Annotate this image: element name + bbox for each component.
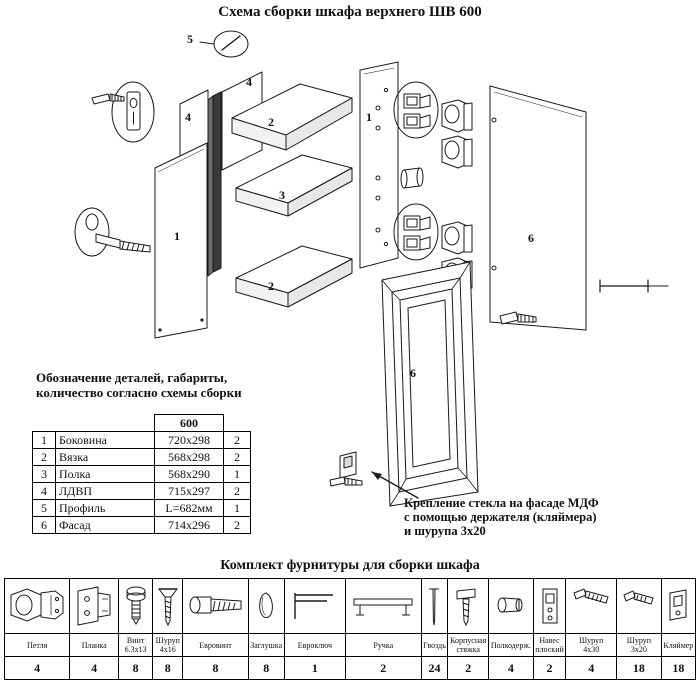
part-num: 6 <box>33 517 56 534</box>
side-panel-1-right <box>360 62 398 268</box>
hardware-name: Шуруп 4х16 <box>153 634 183 657</box>
hardware-qty: 24 <box>421 657 448 680</box>
hardware-qty: 18 <box>661 657 695 680</box>
parts-table-header-row <box>33 415 251 432</box>
hardware-cell-cam-screw <box>119 579 153 634</box>
hardware-name: Гвоздь <box>421 634 448 657</box>
hardware-name: Навес плоский <box>533 634 566 657</box>
hardware-qty: 4 <box>5 657 70 680</box>
hardware-cell-body-tie <box>448 579 489 634</box>
hinge-assembly-1 <box>442 100 472 132</box>
drawing-label: 1 <box>174 229 180 243</box>
hardware-qty: 4 <box>70 657 119 680</box>
glass-note-line3: и шурупа 3х20 <box>404 524 486 538</box>
hardware-name: Шуруп 3х20 <box>617 634 662 657</box>
parts-table-width-header: 600 <box>155 415 224 432</box>
hardware-name: Винт 6.3х13 <box>119 634 153 657</box>
hinge-cup-callout-bottom <box>394 204 438 260</box>
part-qty: 2 <box>224 517 251 534</box>
part-num: 2 <box>33 449 56 466</box>
part-qty: 1 <box>224 500 251 517</box>
mounting-plate-icon <box>72 581 116 629</box>
side-panel-1-left <box>155 143 207 338</box>
hardware-cell-clamp <box>661 579 695 634</box>
hardware-cell-hinge <box>5 579 70 634</box>
hardware-qty: 8 <box>183 657 248 680</box>
hinge-assembly-3 <box>442 222 472 254</box>
drawing-label: 5 <box>187 32 193 46</box>
part-dim: L=682мм <box>155 500 224 517</box>
drawing-label: 6 <box>528 231 534 245</box>
nail-icon <box>424 581 444 629</box>
hardware-name: Полкодерж. <box>489 634 534 657</box>
flat-hanger-icon <box>537 581 563 629</box>
drawing-label: 4 <box>246 75 252 89</box>
hardware-cell-screw-3x20 <box>617 579 662 634</box>
hardware-qty: 1 <box>284 657 345 680</box>
glass-note-line1: Крепление стекла на фасаде МДФ <box>404 496 599 510</box>
hardware-cell-shelf-support <box>489 579 534 634</box>
hardware-cell-handle <box>345 579 421 634</box>
hardware-name: Планка <box>70 634 119 657</box>
legend-caption-line2: количество согласно схемы сборки <box>36 385 242 400</box>
handle-icon <box>348 581 418 629</box>
drawing-label: 1 <box>366 110 372 124</box>
drawing-label: 3 <box>279 188 285 202</box>
hardware-cell-eurokey <box>284 579 345 634</box>
hinge-icon <box>7 581 67 629</box>
hardware-section-title: Комплект фурнитуры для сборки шкафа <box>220 558 480 573</box>
table-row <box>33 517 251 534</box>
screw-4x30-icon <box>568 581 614 629</box>
hardware-qty: 2 <box>448 657 489 680</box>
drawing-label: 6 <box>410 366 416 380</box>
part-num: 4 <box>33 483 56 500</box>
legend-caption <box>36 370 306 400</box>
table-row <box>33 432 251 449</box>
clamp-icon <box>663 581 693 629</box>
hardware-name: Корпусная стяжка <box>448 634 489 657</box>
part-dim: 714х296 <box>155 517 224 534</box>
facade-6-right <box>490 86 586 330</box>
hardware-cell-screw-4x30 <box>566 579 617 634</box>
eurokey-icon <box>287 581 343 629</box>
parts-table <box>32 414 251 534</box>
euroscrew-icon <box>185 581 245 629</box>
part-name: ЛДВП <box>56 483 155 500</box>
table-row <box>33 466 251 483</box>
drawing-label: 2 <box>268 115 274 129</box>
part-dim: 720х298 <box>155 432 224 449</box>
hardware-cell-plate <box>70 579 119 634</box>
hardware-name: Евроключ <box>284 634 345 657</box>
hardware-qty: 4 <box>566 657 617 680</box>
hardware-name-row <box>5 634 696 657</box>
part-dim: 568х298 <box>155 449 224 466</box>
profile-callout-circle <box>214 31 248 57</box>
page-title: Схема сборки шкафа верхнего ШВ 600 <box>218 4 482 20</box>
part-dim: 568х290 <box>155 466 224 483</box>
hinge-assembly-2 <box>442 136 472 168</box>
screw-cam-icon <box>121 581 151 629</box>
part-qty: 1 <box>224 466 251 483</box>
table-row <box>33 500 251 517</box>
hardware-table <box>4 578 696 680</box>
part-qty: 2 <box>224 483 251 500</box>
cap-icon <box>253 581 279 629</box>
hardware-qty: 2 <box>345 657 421 680</box>
part-num: 5 <box>33 500 56 517</box>
hardware-name: Ручка <box>345 634 421 657</box>
hardware-cell-screw-4x16 <box>153 579 183 634</box>
hardware-qty: 8 <box>119 657 153 680</box>
hardware-qty: 8 <box>248 657 284 680</box>
table-row <box>33 449 251 466</box>
shelf-support-icon <box>493 581 529 629</box>
hinge-cup-callout-top <box>394 82 438 138</box>
part-qty: 2 <box>224 432 251 449</box>
hardware-cell-flat-hanger <box>533 579 566 634</box>
screw-3x20-icon <box>619 581 659 629</box>
part-qty: 2 <box>224 449 251 466</box>
part-name: Вязка <box>56 449 155 466</box>
hardware-name: Евровинт <box>183 634 248 657</box>
part-name: Профиль <box>56 500 155 517</box>
hardware-qty: 8 <box>153 657 183 680</box>
legend-caption-line1: Обозначение деталей, габариты, <box>36 370 228 385</box>
part-name: Полка <box>56 466 155 483</box>
hardware-name: Петля <box>5 634 70 657</box>
table-row <box>33 483 251 500</box>
part-num: 1 <box>33 432 56 449</box>
body-tie-icon <box>453 581 483 629</box>
hardware-name: Шуруп 4х30 <box>566 634 617 657</box>
hardware-cell-cap <box>248 579 284 634</box>
hardware-name: Заглушка <box>248 634 284 657</box>
hardware-cell-euroscrew <box>183 579 248 634</box>
drawing-label: 4 <box>185 110 191 124</box>
hardware-picture-row <box>5 579 696 634</box>
drawing-label: 2 <box>268 279 274 293</box>
hardware-qty-row <box>5 657 696 680</box>
hardware-cell-nail <box>421 579 448 634</box>
glass-mounting-note <box>404 496 694 538</box>
part-dim: 715х297 <box>155 483 224 500</box>
hardware-qty: 4 <box>489 657 534 680</box>
hardware-qty: 18 <box>617 657 662 680</box>
glass-note-line2: с помощью держателя (кляймера) <box>404 510 597 524</box>
hardware-name: Кляймер <box>661 634 695 657</box>
profile-part-5 <box>213 92 221 272</box>
screw-icon <box>155 581 181 629</box>
part-num: 3 <box>33 466 56 483</box>
hardware-qty: 2 <box>533 657 566 680</box>
part-name: Боковина <box>56 432 155 449</box>
part-name: Фасад <box>56 517 155 534</box>
